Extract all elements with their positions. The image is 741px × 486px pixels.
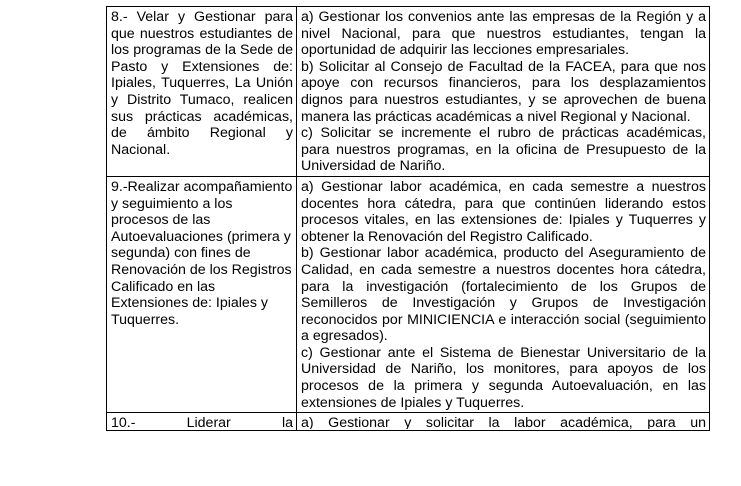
objective-text: 9.-Realizar acompañamiento y seguimiento a los procesos de las Autoevaluaciones (primera y segunda) con fines de Renovación de los Registros Calificado en las Extensiones de: Ipiales y Tuquerres.	[111, 178, 293, 328]
table-row	[107, 176, 710, 412]
action-item: b) Solicitar al Consejo de Facultad de la FACEA, para que nos apoye con recursos financieros, para los desplazamientos dignos para nuestros estudiantes, y se aprovechen de buena manera las prácticas académicas a nivel Regional y Nacional.	[301, 58, 706, 125]
objective-text: 8.- Velar y Gestionar para que nuestros estudiantes de los programas de la Sede de Pasto y Extensiones de: Ipiales, Tuquerres, La Unión y Distrito Tumaco, realicen sus prácticas académicas, de ámbito Regional y Nacional.	[111, 9, 293, 158]
table-row	[107, 413, 710, 431]
action-item: b) Gestionar labor académica, producto del Aseguramiento de Calidad, en cada semestre a nuestros docentes hora cátedra, para la investigación (fortalecimiento de los Grupos de Semilleros de Investigación y Grupos de Investigación reconocidos por MINICIENCIA e interacción social (seguimiento a egresados).	[301, 245, 706, 345]
action-item: a) Gestionar y solicitar la labor académica, para un	[301, 415, 706, 430]
action-item: a) Gestionar los convenios ante las empresas de la Región y a nivel Nacional, para que nuestros estudiantes, tengan la oportunidad de adquirir las lecciones empresariales.	[301, 9, 706, 59]
action-item: a) Gestionar labor académica, en cada semestre a nuestros docentes hora cátedra, para que continúen liderando estos procesos vitales, en las extensiones de: Ipiales y Tuquerres y obtener la Renovación del Registro Calificado.	[301, 178, 706, 245]
plan-table	[106, 6, 710, 431]
objective-text: 10.- Liderar la	[111, 415, 293, 430]
actions-cell	[297, 413, 710, 431]
actions-cell	[297, 7, 710, 177]
objective-cell	[107, 7, 297, 177]
objective-cell	[107, 413, 297, 431]
actions-cell	[297, 176, 710, 412]
table-row	[107, 7, 710, 177]
action-item: c) Gestionar ante el Sistema de Bienestar Universitario de la Universidad de Nariño, los monitores, para apoyos de los procesos de la primera y segunda Autoevaluación, en las extensiones de Ipiales y Tuquerres.	[301, 344, 706, 411]
objective-cell	[107, 176, 297, 412]
action-item: c) Solicitar se incremente el rubro de prácticas académicas, para nuestros programas, en la oficina de Presupuesto de la Universidad de Nariño.	[301, 125, 706, 175]
